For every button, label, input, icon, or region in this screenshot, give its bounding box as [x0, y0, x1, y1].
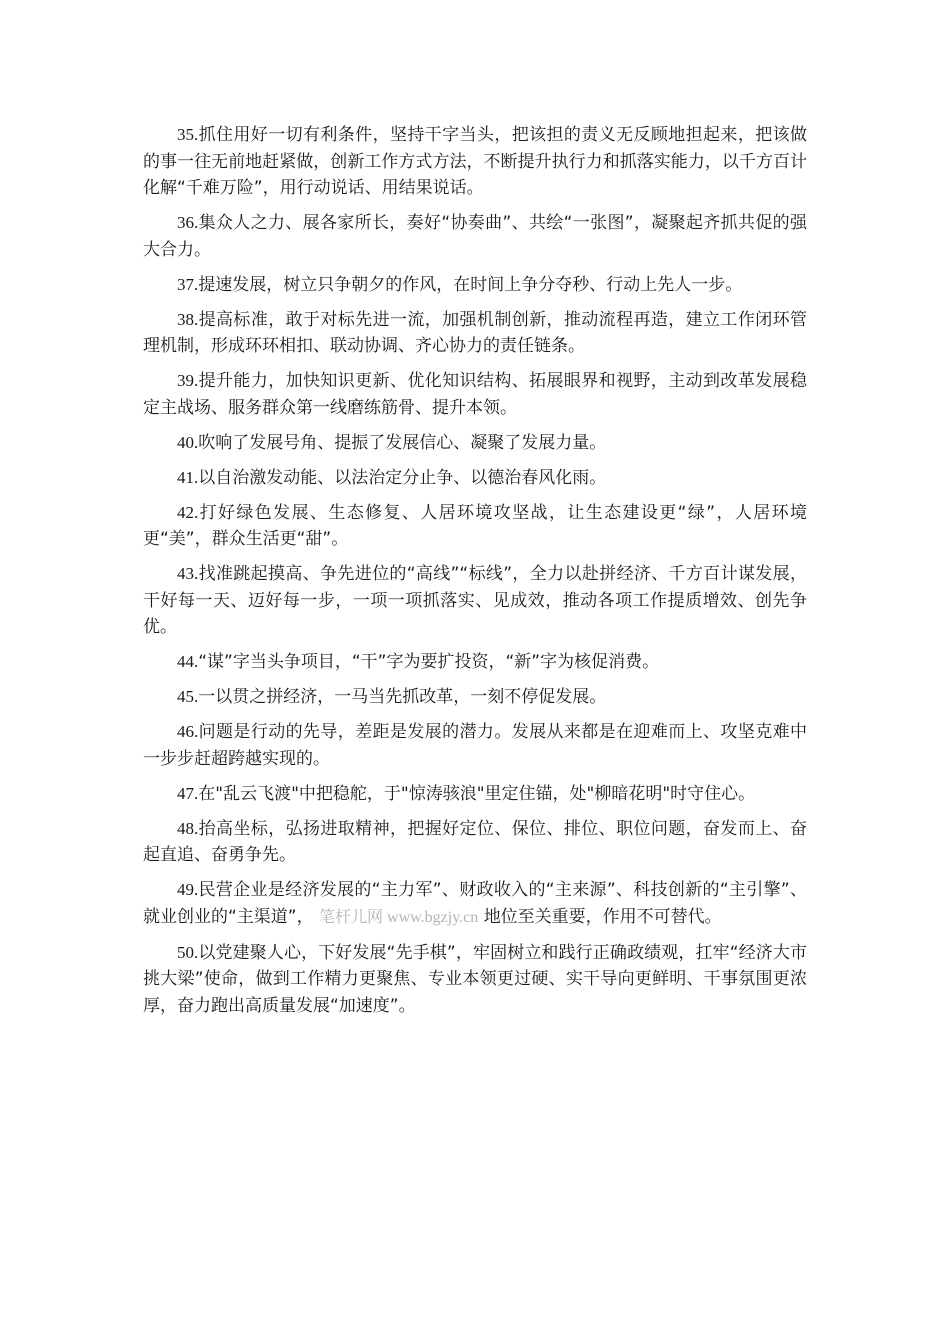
- item-number: 48.: [177, 818, 199, 838]
- list-item: [143, 561, 807, 641]
- item-text: 在"乱云飞渡"中把稳舵，于"惊涛骇浪"里定住锚，处"柳暗花明"时守住心。: [198, 783, 756, 804]
- item-text: 提升能力，加快知识更新、优化知识结构、拓展眼界和视野，主动到改革发展稳定主战场、服务群众第一线磨练筋骨、提升本领。: [143, 371, 807, 418]
- item-number: 45.: [177, 687, 199, 706]
- item-text: 集众人之力、展各家所长，奏好“协奏曲”、共绘“一张图”，凝聚起齐抓共促的强大合力。: [143, 213, 807, 260]
- item-text: 找准跳起摸高、争先进位的“高线”“标线”，全力以赴拼经济、千方百计谋发展，干好每一天、迈好每一步，一项一项抓落实、见成效，推动各项工作提质增效、创先争优。: [143, 564, 807, 637]
- item-text: 抬高坐标，弘扬进取精神，把握好定位、保位、排位、职位问题，奋发而上、奋起直追、奋勇争先。: [143, 818, 807, 865]
- list-item: [143, 272, 807, 299]
- item-number: 38.: [177, 309, 199, 329]
- item-number: 50.: [177, 942, 199, 962]
- list-item: [143, 877, 807, 931]
- item-text: 抓住用好一切有利条件，坚持干字当头，把该担的责义无反顾地担起来，把该做的事一往无前地赶紧做，创新工作方式方法，不断提升执行力和抓落实能力，以千方百计化解“千难万险”，用行动说话、用结果说话。: [143, 125, 807, 198]
- item-number: 47.: [177, 783, 199, 803]
- item-number: 41.: [177, 467, 199, 487]
- watermark-text: 笔杆儿网 www.bgzjy.cn: [319, 908, 479, 926]
- item-text: 以自治激发动能、以法治定分止争、以德治春风化雨。: [198, 467, 607, 488]
- list-item: [143, 719, 807, 772]
- item-text: 提速发展，树立只争朝夕的作风，在时间上争分夺秒、行动上先人一步。: [198, 274, 743, 295]
- item-number: 49.: [177, 880, 199, 899]
- item-number: 37.: [177, 274, 199, 294]
- item-number: 42.: [177, 502, 199, 522]
- list-item: [143, 500, 807, 553]
- item-number: 43.: [177, 564, 199, 583]
- item-number: 36.: [177, 213, 199, 232]
- list-item: [143, 816, 807, 869]
- item-text: “谋”字当头争项目，“干”字为要扩投资，“新”字为核促消费。: [198, 652, 660, 672]
- list-item: [143, 781, 807, 808]
- item-number: 35.: [177, 125, 199, 144]
- item-text: 以党建聚人心，下好发展“先手棋”，牢固树立和践行正确政绩观，扛牢“经济大市挑大梁”使命，做到工作精力更聚焦、专业本领更过硬、实干导向更鲜明、干事氛围更浓厚，奋力跑出高质量发展“加速度”。: [143, 942, 807, 1016]
- item-text: 提高标准，敢于对标先进一流，加强机制创新，推动流程再造，建立工作闭环管理机制，形成环环相扣、联动协调、齐心协力的责任链条。: [143, 309, 807, 356]
- item-text: 打好绿色发展、生态修复、人居环境攻坚战，让生态建设更“绿”，人居环境更“美”，群众生活更“甜”。: [143, 502, 807, 549]
- list-item: [143, 649, 807, 676]
- list-item: [143, 210, 807, 263]
- item-number: 40.: [177, 432, 199, 452]
- item-number: 39.: [177, 371, 199, 390]
- document-body: [143, 122, 807, 1028]
- item-text: 吹响了发展号角、提振了发展信心、凝聚了发展力量。: [198, 432, 607, 453]
- list-item: [143, 368, 807, 421]
- item-text: 民营企业是经济发展的“主力军”、财政收入的“主来源”、科技创新的“主引擎”、就业创业的“主渠道”，: [143, 880, 807, 927]
- list-item: [143, 684, 807, 711]
- list-item: [143, 465, 807, 492]
- list-item: [143, 940, 807, 1020]
- item-text: 一以贯之拼经济，一马当先抓改革，一刻不停促发展。: [198, 687, 607, 707]
- item-text: 地位至关重要，作用不可替代。: [483, 906, 722, 927]
- list-item: [143, 430, 807, 457]
- list-item: [143, 122, 807, 202]
- list-item: [143, 307, 807, 360]
- item-text: 问题是行动的先导，差距是发展的潜力。发展从来都是在迎难而上、攻坚克难中一步步赶超跨越实现的。: [143, 722, 807, 769]
- item-number: 44.: [177, 652, 199, 671]
- item-number: 46.: [177, 722, 199, 741]
